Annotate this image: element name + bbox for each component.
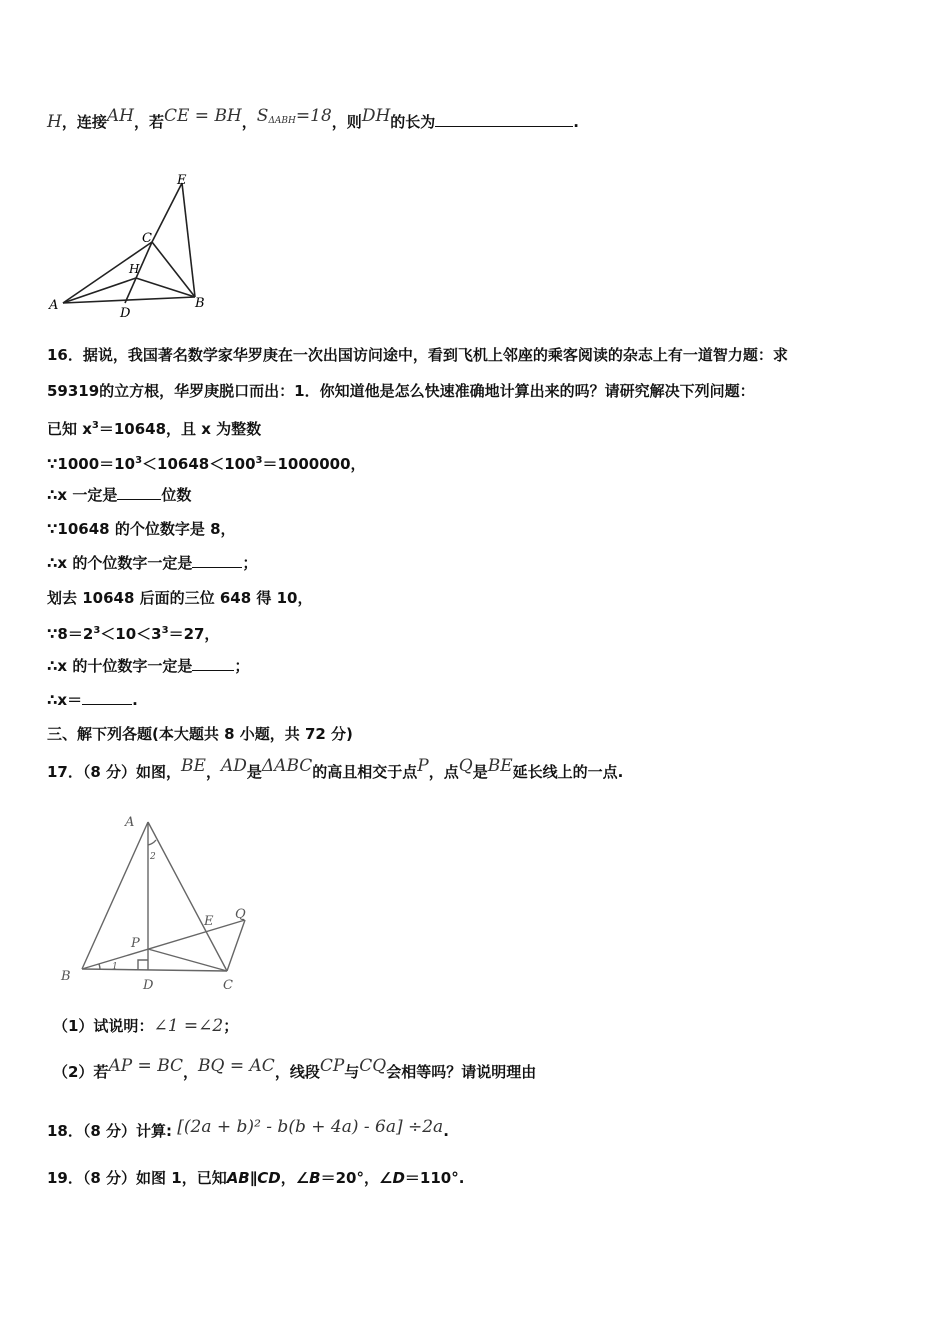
q16-line-9: $\because 8=2^3<10<3^3=27$， [47, 625, 220, 643]
q16-line-11: ∴x＝ . [47, 691, 138, 709]
area-value: =18 [295, 106, 332, 126]
q16-line-1: 16．据说，我国著名数学家华罗庚在一次出国访问途中，看到飞机上邻座的乘客阅读的杂志上有一道智力题：求 [47, 346, 788, 364]
parallel-statement: AB∥CD [226, 1169, 281, 1187]
segment-pc [148, 949, 227, 971]
area-subscript: ΔABH [268, 116, 296, 126]
figure-q17 [55, 812, 265, 997]
angle-b: ∠B [295, 1169, 321, 1187]
equation-ap-bc: AP = BC [108, 1056, 184, 1076]
text: ，若 [133, 113, 164, 131]
blank-answer-x[interactable] [82, 690, 132, 705]
q16-line-3: 已知 $x^3=10648$，且 x 为整数 [47, 420, 262, 438]
label-e: E [204, 914, 214, 929]
angle-1-arc [99, 964, 100, 969]
label-angle-1: 1 [112, 962, 118, 972]
q16-line-8: 划去 10648 后面的三位 648 得 10， [47, 589, 313, 607]
label-c: C [223, 978, 233, 993]
var-cq: CQ [359, 1056, 387, 1076]
var-p: P [417, 756, 429, 776]
text: 的长为 [390, 113, 436, 131]
label-b: B [61, 969, 71, 984]
segment-bc [82, 969, 227, 971]
q16-line-4: $\because 1000=10^3<10648<100^3=1000000$， [47, 455, 366, 473]
label-a: A [49, 298, 59, 313]
segment-cb [152, 242, 195, 297]
q15-line [47, 106, 579, 135]
label-d: D [120, 306, 131, 320]
var-h: H [47, 112, 62, 132]
label-e: E [177, 173, 187, 188]
q16-line-2: 59319的立方根，华罗庚脱口而出：1．你知道他是怎么快速准确地计算出来的吗？请研究解决下列问题： [47, 382, 755, 400]
segment-ce [152, 183, 182, 242]
q16-line-6: ∵10648 的个位数字是 8， [47, 520, 236, 538]
segment-qc [227, 920, 245, 971]
var-ah: AH [106, 106, 134, 126]
triangle-abc: ΔABC [261, 756, 313, 776]
text: . [573, 113, 579, 131]
angle-2-arc [148, 840, 156, 845]
expression: [(2a + b)² - b(b + 4a) - 6a] ÷2a [177, 1117, 444, 1137]
q16-line-7: ∴x 的个位数字一定是 ； [47, 554, 258, 572]
var-cp: CP [319, 1056, 345, 1076]
segment-ae-helper [63, 183, 182, 303]
var-q: Q [458, 756, 473, 776]
angle-d: ∠D [379, 1169, 405, 1187]
segment-ah [63, 278, 136, 303]
equation-bq-ac: BQ = AC [198, 1056, 275, 1076]
text: ，则 [331, 113, 362, 131]
var-ad: AD [220, 756, 247, 776]
answer-blank[interactable] [435, 112, 573, 127]
q17-line: 17．（8 分）如图，BE，AD是ΔABC的高且相交于点P，点Q是BE延长线上的一点. [47, 756, 624, 781]
label-d: D [143, 978, 154, 993]
label-a: A [125, 815, 135, 830]
label-c: C [142, 231, 152, 246]
label-q: Q [235, 907, 246, 922]
label-p: P [131, 936, 140, 951]
segment-bq [82, 920, 245, 969]
segment-ac [148, 822, 227, 971]
blank-tens-digit[interactable] [192, 656, 234, 671]
section-heading: 三、解下列各题(本大题共 8 小题，共 72 分) [47, 725, 353, 743]
equation-ce-bh: CE = BH [163, 106, 242, 126]
angle-equation: ∠1 =∠2 [153, 1016, 224, 1036]
q17-part-2: （2）若AP = BC，BQ = AC，线段CP与CQ会相等吗？请说明理由 [53, 1056, 537, 1081]
text: ，连接 [61, 113, 107, 131]
label-angle-2: 2 [150, 852, 156, 862]
blank-units-digit[interactable] [192, 553, 242, 568]
var-be-2: BE [487, 756, 513, 776]
q16-line-10: ∴x 的十位数字一定是 ； [47, 657, 250, 675]
var-be: BE [181, 756, 206, 776]
q19-line: 19．（8 分）如图 1，已知AB∥CD，∠B＝20°，∠D＝110°. [47, 1169, 465, 1187]
var-dh: DH [361, 106, 391, 126]
right-angle-mark [138, 960, 148, 970]
figure-q15 [45, 170, 225, 320]
q18-line: 18．（8 分）计算: [(2a + b)² - b(b + 4a) - 6a] ÷2a. [47, 1117, 449, 1140]
label-h: H [129, 262, 140, 276]
q17-part-1: （1）试说明：∠1 =∠2； [53, 1016, 239, 1036]
area-symbol: S [256, 106, 269, 126]
q16-line-5: ∴x 一定是 位数 [47, 486, 192, 504]
label-b: B [195, 296, 205, 311]
segment-hb [136, 278, 195, 297]
segment-eb [182, 183, 195, 297]
blank-digits[interactable] [117, 485, 161, 500]
segment-ab [63, 297, 195, 303]
text: ， [241, 113, 257, 131]
